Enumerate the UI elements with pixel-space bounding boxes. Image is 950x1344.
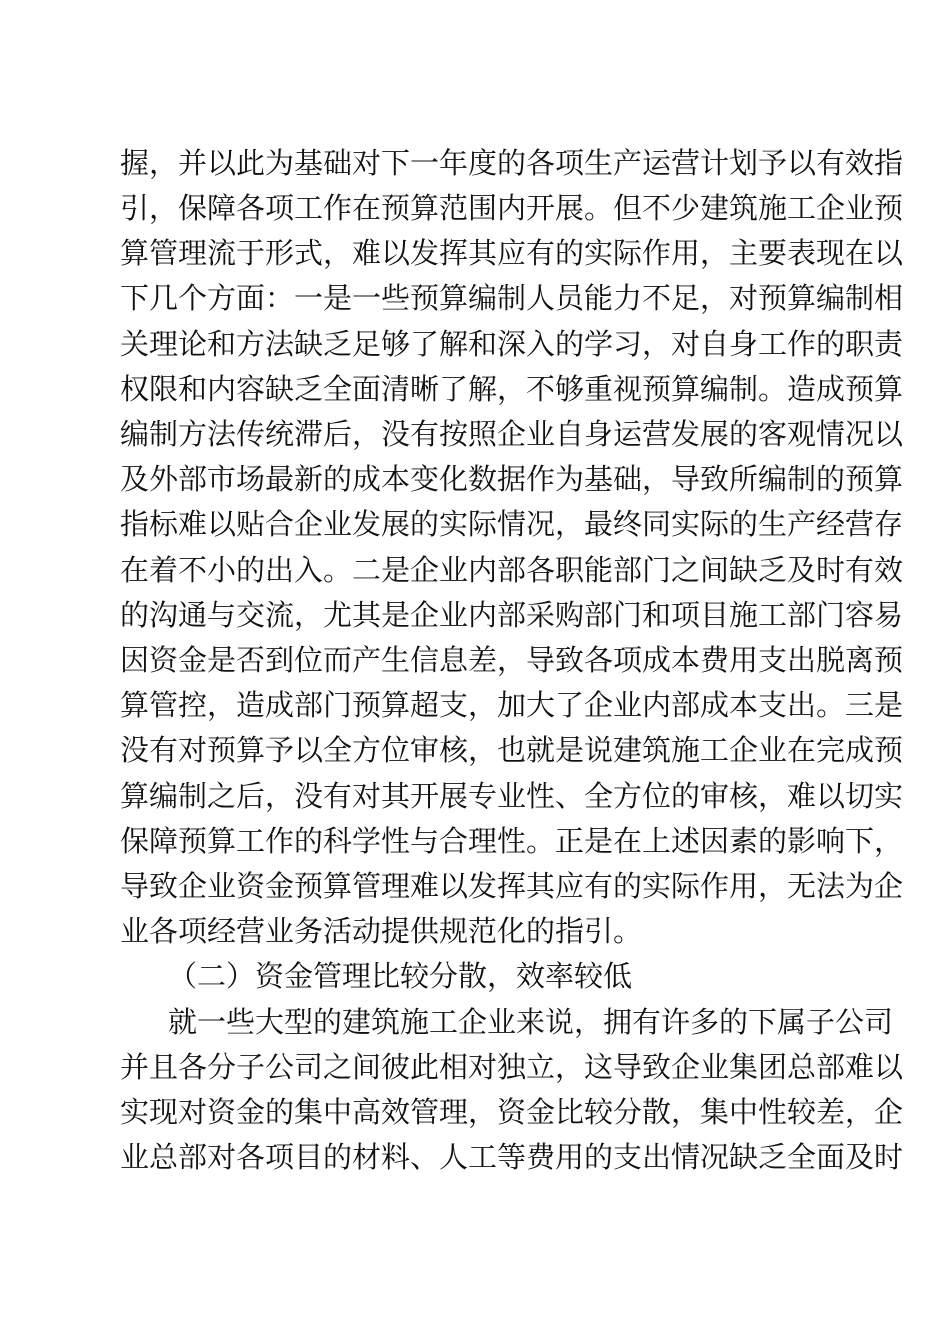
paragraph-line: 在着不小的出入。二是企业内部各职能部门之间缺乏及时有效 bbox=[120, 553, 904, 587]
paragraph-line: 下几个方面：一是一些预算编制人员能力不足，对预算编制相 bbox=[120, 281, 904, 315]
paragraph-line: 权限和内容缺乏全面清晰了解，不够重视预算编制。造成预算 bbox=[120, 372, 904, 406]
paragraph-line: 的沟通与交流，尤其是企业内部采购部门和项目施工部门容易 bbox=[120, 598, 904, 632]
paragraph-line: 编制方法传统滞后，没有按照企业自身运营发展的客观情况以 bbox=[120, 417, 904, 451]
paragraph-line: 算编制之后，没有对其开展专业性、全方位的审核，难以切实 bbox=[120, 779, 904, 813]
paragraph-line: 保障预算工作的科学性与合理性。正是在上述因素的影响下， bbox=[120, 824, 904, 858]
section-heading: （二）资金管理比较分散，效率较低 bbox=[168, 959, 633, 993]
paragraph-line: 引，保障各项工作在预算范围内开展。但不少建筑施工企业预 bbox=[120, 191, 904, 225]
paragraph-line: 握，并以此为基础对下一年度的各项生产运营计划予以有效指 bbox=[120, 146, 904, 180]
paragraph-line: 关理论和方法缺乏足够了解和深入的学习，对自身工作的职责 bbox=[120, 327, 904, 361]
paragraph-line: 实现对资金的集中高效管理，资金比较分散，集中性较差，企 bbox=[120, 1095, 904, 1129]
paragraph-line: 并且各分子公司之间彼此相对独立，这导致企业集团总部难以 bbox=[120, 1050, 904, 1084]
paragraph-line: 没有对预算予以全方位审核，也就是说建筑施工企业在完成预 bbox=[120, 733, 904, 767]
paragraph-line: 就一些大型的建筑施工企业来说，拥有许多的下属子公司 bbox=[168, 1005, 894, 1039]
paragraph-line: 算管理流于形式，难以发挥其应有的实际作用，主要表现在以 bbox=[120, 236, 904, 270]
paragraph-line: 业各项经营业务活动提供规范化的指引。 bbox=[120, 914, 643, 948]
paragraph-line: 指标难以贴合企业发展的实际情况，最终同实际的生产经营存 bbox=[120, 507, 904, 541]
paragraph-line: 算管控，造成部门预算超支，加大了企业内部成本支出。三是 bbox=[120, 688, 904, 722]
paragraph-line: 及外部市场最新的成本变化数据作为基础，导致所编制的预算 bbox=[120, 462, 904, 496]
paragraph-line: 导致企业资金预算管理难以发挥其应有的实际作用，无法为企 bbox=[120, 869, 904, 903]
paragraph-line: 因资金是否到位而产生信息差，导致各项成本费用支出脱离预 bbox=[120, 643, 904, 677]
paragraph-line: 业总部对各项目的材料、人工等费用的支出情况缺乏全面及时 bbox=[120, 1140, 904, 1174]
